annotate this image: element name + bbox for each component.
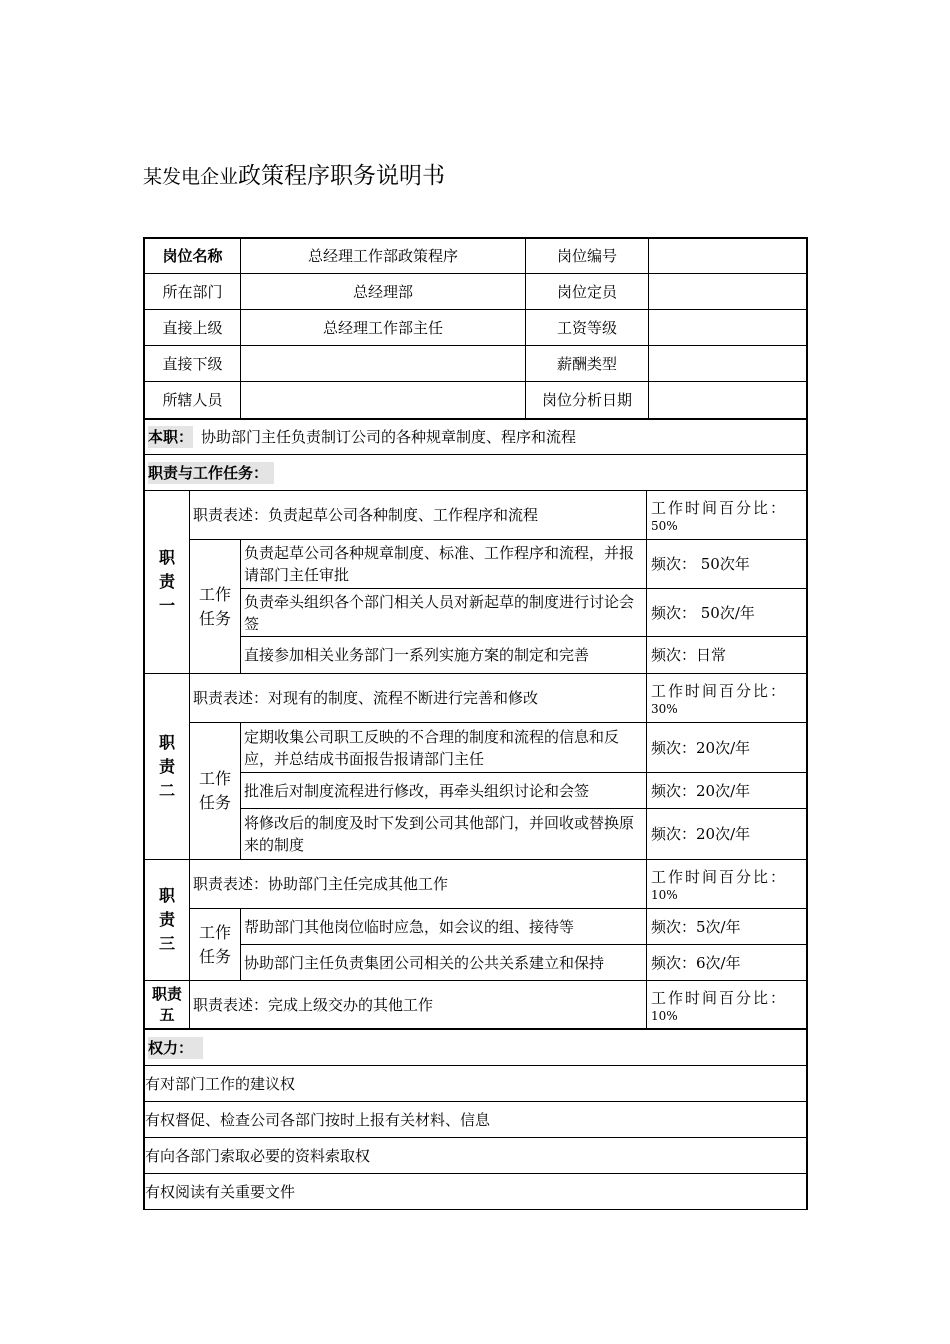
title-part1: 某发电企业 [143,166,239,188]
duty-1-task-2-freq: 频次： 50次/年 [651,603,755,622]
powers-header: 权力： [148,1037,203,1059]
duty-2-pct-label: 工作时间百分比： [651,682,788,700]
duty-3-pct-value: 10% [651,888,678,902]
label-headcount: 岗位定员 [556,282,617,301]
duty-2-task-1: 定期收集公司职工反映的不合理的制度和流程的信息和反应，并总结成书面报告报请部门主任 [244,727,620,768]
value-department: 总经理部 [352,282,413,301]
duty-1-pct-value: 50% [651,519,678,533]
label-position-code: 岗位编号 [556,247,617,265]
duty-2-name-text: 职责二 [158,732,175,800]
duty-5-name-text: 职责五 [151,984,182,1024]
label-subordinate: 直接下级 [162,354,223,373]
duty-1-task-1: 负责起草公司各种规章制度、标准、工作程序和流程，并报请部门主任审批 [244,544,635,584]
value-pay-grade [649,310,806,345]
duty-3-task-1: 帮助部门其他岗位临时应急，如会议的组、接待等 [244,917,575,936]
duty-3-name-text: 职责三 [158,886,175,953]
duty-1-name-text: 职责一 [158,548,175,615]
document-title [143,157,445,190]
tasks-header-row [145,455,805,490]
label-superior: 直接上级 [162,318,223,337]
value-pay-type [649,346,806,381]
duty-2-task-1-freq: 频次：20次/年 [651,738,751,757]
duty-2-task-label [190,723,240,859]
value-headcount [649,274,806,309]
label-position-name: 岗位名称 [162,247,223,265]
main-duty-text: 协助部门主任负责制订公司的各种规章制度、程序和流程 [201,428,577,446]
duty-3-task-label [190,909,240,980]
power-1: 有对部门工作的建议权 [145,1074,296,1093]
duty-1-name [145,491,189,673]
duty-5-pct-label: 工作时间百分比： [651,988,788,1007]
duty-1-pct [647,491,806,539]
duty-2-task-3: 将修改后的制度及时下发到公司其他部门，并回收或替换原来的制度 [244,814,635,854]
duty-3-pct [647,860,806,908]
duty-1-task-3: 直接参加相关业务部门一系列实施方案的制定和完善 [244,646,590,664]
value-subordinate [241,346,525,381]
duty-3-task-label-text: 工作任务 [199,922,232,966]
value-managed-staff [241,382,525,418]
duty-1-task-1-freq: 频次： 50次年 [651,555,750,573]
duty-3-pct-label: 工作时间百分比： [651,868,788,886]
duty-1-task-label [190,540,240,673]
value-position-code [649,239,806,273]
duty-5-statement: 职责表述：完成上级交办的其他工作 [193,995,434,1014]
duty-1-task-3-freq: 频次：日常 [651,646,727,664]
duty-5-pct-value: 10% [651,1008,678,1023]
duty-2-task-label-text: 工作任务 [199,769,232,812]
duty-3-name [145,860,189,980]
duty-5-pct [647,981,806,1028]
duty-2-task-3-freq: 频次：20次/年 [651,825,751,843]
duty-1-statement: 职责表述：负责起草公司各种制度、工作程序和流程 [193,506,539,524]
power-4: 有权阅读有关重要文件 [145,1182,296,1201]
duty-2-name [145,674,189,859]
value-position-name: 总经理工作部政策程序 [307,247,458,265]
duty-3-task-1-freq: 频次：5次/年 [651,917,741,936]
power-2: 有权督促、检查公司各部门按时上报有关材料、信息 [145,1110,491,1129]
label-pay-grade: 工资等级 [556,318,617,337]
value-superior: 总经理工作部主任 [322,318,443,337]
duty-2-pct [647,674,806,722]
label-department: 所在部门 [162,282,223,301]
duty-3-task-2: 协助部门主任负责集团公司相关的公共关系建立和保持 [244,953,605,972]
duty-2-task-2: 批准后对制度流程进行修改，再牵头组织讨论和会签 [244,781,590,800]
duty-1-pct-label: 工作时间百分比： [651,499,788,517]
duty-5-name [145,981,189,1028]
duty-1-task-2: 负责牵头组织各个部门相关人员对新起草的制度进行讨论会签 [244,592,635,633]
tasks-header: 职责与工作任务： [148,462,274,484]
main-duty-label: 本职： [148,428,194,446]
power-3: 有向各部门索取必要的资料索取权 [145,1146,371,1165]
duty-2-statement: 职责表述：对现有的制度、流程不断进行完善和修改 [193,689,539,707]
label-pay-type: 薪酬类型 [556,354,617,373]
title-part2: 政策程序职务说明书 [238,163,446,189]
main-duty-row [145,420,805,454]
duty-2-pct-value: 30% [651,702,678,716]
powers-header-row [145,1030,805,1065]
value-analysis-date [649,382,806,418]
label-managed-staff: 所辖人员 [162,391,223,409]
label-analysis-date: 岗位分析日期 [541,391,632,409]
duty-3-statement: 职责表述：协助部门主任完成其他工作 [193,875,449,893]
duty-3-task-2-freq: 频次：6次/年 [651,953,741,972]
duty-1-task-label-text: 工作任务 [199,584,232,628]
duty-2-task-2-freq: 频次：20次/年 [651,781,751,800]
